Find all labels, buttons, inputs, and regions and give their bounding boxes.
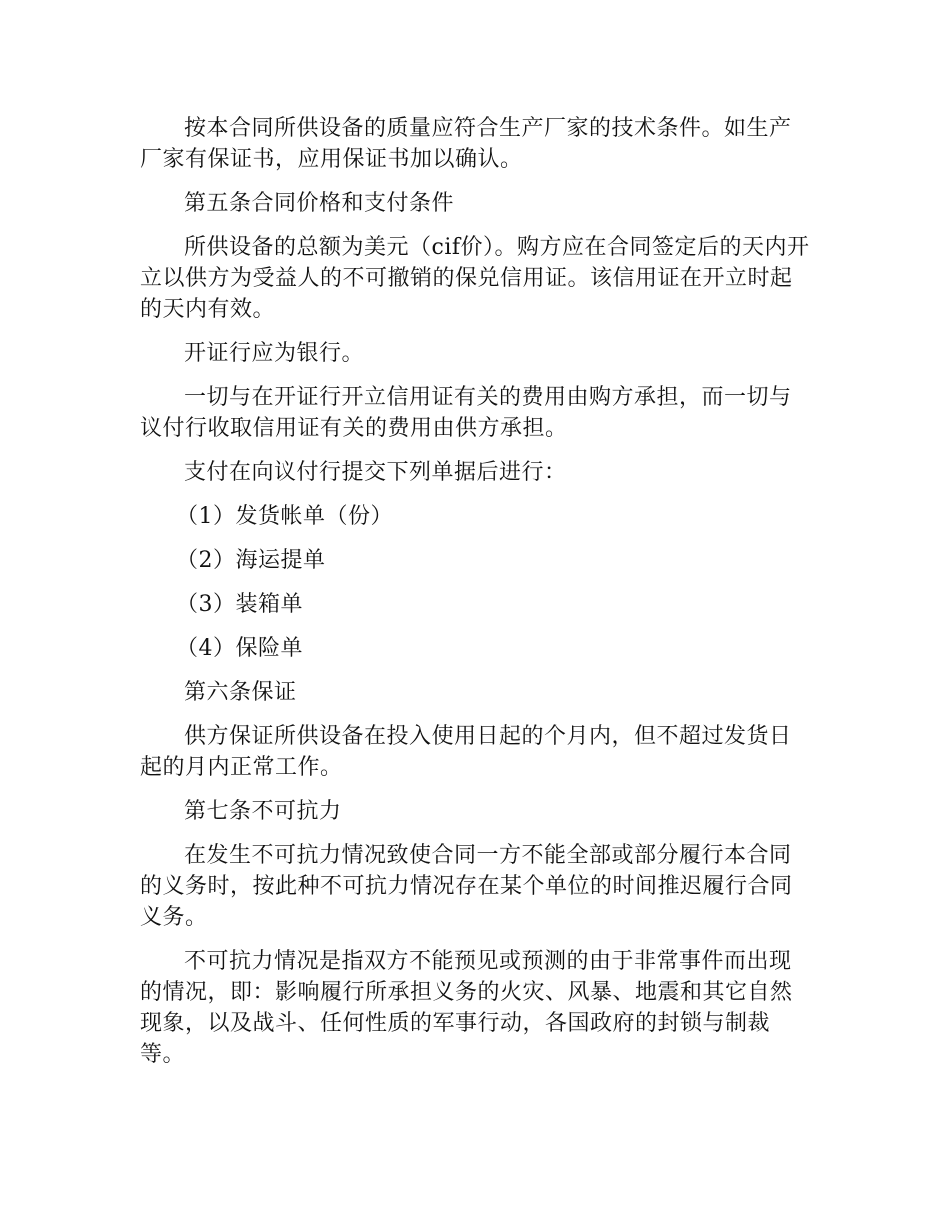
- document-page: [140, 113, 810, 1083]
- paragraph-guarantee: 供方保证所供设备在投入使用日起的个月内，但不超过发货日起的月内正常工作。: [140, 724, 792, 780]
- paragraph-force-majeure-definition: 不可抗力情况是指双方不能预见或预测的由于非常事件而出现的情况，即：影响履行所承担义务的火灾、风暴、地震和其它自然现象，以及战斗、任何性质的军事行动，各国政府的封锁与制裁等。: [140, 949, 793, 1067]
- section-heading-article-6: 第六条保证: [184, 680, 297, 705]
- paragraph-force-majeure: 在发生不可抗力情况致使合同一方不能全部或部分履行本合同的义务时，按此种不可抗力情况存在某个单位的时间推迟履行合同义务。: [140, 843, 793, 930]
- paragraph-fees: 一切与在开证行开立信用证有关的费用由购方承担，而一切与议付行收取信用证有关的费用由供方承担。: [140, 385, 792, 441]
- list-item-insurance: （4）保险单: [176, 636, 303, 661]
- paragraph-payment-documents: 支付在向议付行提交下列单据后进行：: [184, 460, 567, 485]
- section-heading-article-5: 第五条合同价格和支付条件: [184, 191, 455, 216]
- section-heading-article-7: 第七条不可抗力: [184, 799, 342, 824]
- paragraph-quality: 按本合同所供设备的质量应符合生产厂家的技术条件。如生产厂家有保证书，应用保证书加以确认。: [140, 116, 792, 172]
- paragraph-issuing-bank: 开证行应为银行。: [184, 341, 365, 366]
- list-item-invoice: （1）发货帐单（份）: [176, 504, 393, 529]
- paragraph-total-amount: 所供设备的总额为美元（cif价）。购方应在合同签定后的天内开立以供方为受益人的不可撤销的保兑信用证。该信用证在开立时起的天内有效。: [140, 235, 810, 322]
- list-item-packing-list: （3）装箱单: [176, 592, 303, 617]
- list-item-bill-of-lading: （2）海运提单: [176, 548, 326, 573]
